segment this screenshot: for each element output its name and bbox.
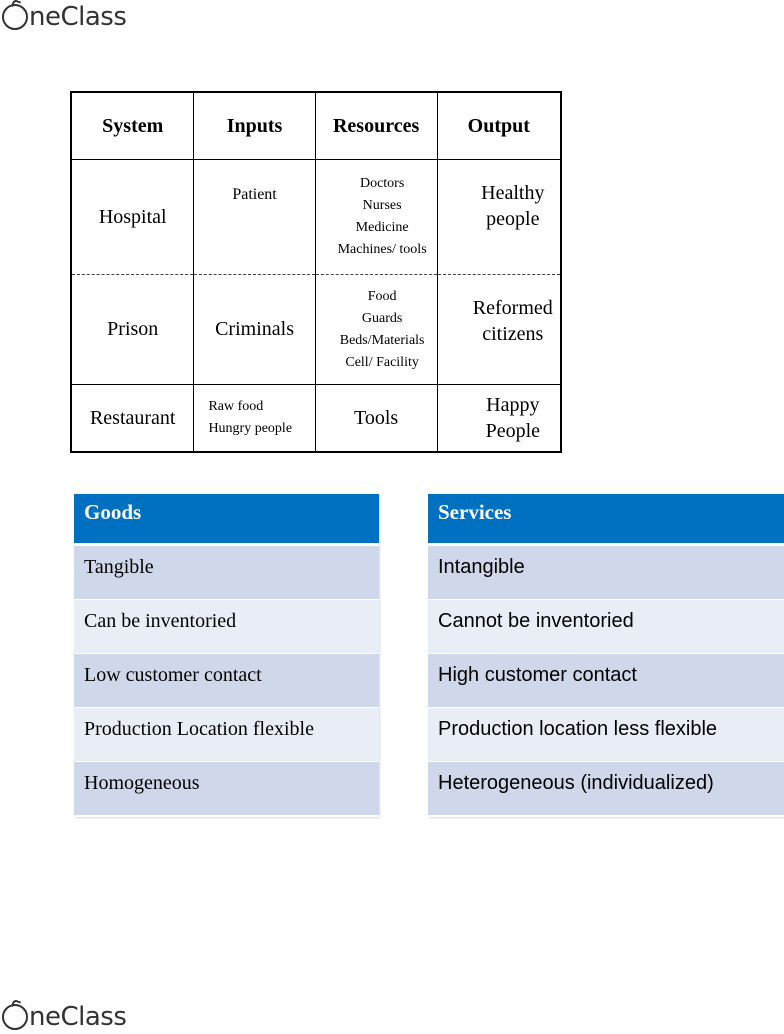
- goods-header: Goods: [74, 494, 379, 546]
- header-system: System: [71, 92, 194, 160]
- services-table: [428, 494, 784, 817]
- resource-item: Medicine: [355, 220, 409, 235]
- cell-inputs: [194, 385, 315, 453]
- cell-system: Prison: [71, 275, 194, 385]
- table-row: [71, 385, 561, 453]
- table-row: [71, 160, 561, 275]
- output-line: Happy: [486, 394, 540, 416]
- output-line: People: [485, 420, 541, 442]
- output-line: Healthy: [481, 182, 545, 204]
- table-header-row: [71, 92, 561, 160]
- header-output: Output: [437, 92, 561, 160]
- logo-o-icon: [2, 1004, 28, 1030]
- resource-item: Cell/ Facility: [345, 354, 419, 370]
- cell-output: [437, 160, 561, 275]
- goods-table: [74, 494, 379, 817]
- services-row: Production location less flexible: [428, 708, 784, 762]
- output-line: Reformed: [472, 297, 553, 319]
- logo-text: neClass: [29, 2, 127, 32]
- resource-item: Beds/Materials: [339, 332, 425, 348]
- services-header: Services: [428, 494, 784, 546]
- header-resources: Resources: [315, 92, 437, 160]
- oneclass-logo-bottom: [2, 1000, 126, 1034]
- resource-item: Doctors: [359, 176, 405, 191]
- goods-row: Production Location flexible: [74, 708, 379, 762]
- header-inputs: Inputs: [194, 92, 315, 160]
- services-row: Cannot be inventoried: [428, 600, 784, 654]
- input-item: Hungry people: [208, 421, 293, 436]
- services-row: Intangible: [428, 546, 784, 600]
- cell-resources: [315, 275, 437, 385]
- cell-output: [437, 385, 561, 453]
- systems-table: [70, 91, 562, 453]
- services-row: Heterogeneous (individualized): [428, 762, 784, 816]
- resource-item: Guards: [361, 310, 403, 326]
- resource-item: Machines/ tools: [337, 242, 427, 257]
- goods-row: Homogeneous: [74, 762, 379, 816]
- input-item: Criminals: [215, 318, 294, 340]
- goods-row: Tangible: [74, 546, 379, 600]
- cell-system: Hospital: [71, 160, 194, 275]
- input-item: Patient: [232, 186, 277, 203]
- cell-inputs: [194, 160, 315, 275]
- cell-system: Restaurant: [71, 385, 194, 453]
- logo-o-icon: [2, 4, 28, 30]
- input-item: Raw food: [208, 399, 264, 414]
- cell-resources: [315, 385, 437, 453]
- resource-item: Tools: [354, 406, 399, 429]
- resource-item: Food: [367, 288, 397, 304]
- logo-text: neClass: [29, 1002, 127, 1032]
- cell-resources: [315, 160, 437, 275]
- goods-row: Low customer contact: [74, 654, 379, 708]
- services-row: High customer contact: [428, 654, 784, 708]
- table-row: [71, 275, 561, 385]
- output-line: people: [486, 208, 540, 230]
- cell-inputs: [194, 275, 315, 385]
- cell-output: [437, 275, 561, 385]
- oneclass-logo-top: [2, 0, 126, 34]
- output-line: citizens: [482, 323, 544, 345]
- goods-row: Can be inventoried: [74, 600, 379, 654]
- resource-item: Nurses: [362, 198, 402, 213]
